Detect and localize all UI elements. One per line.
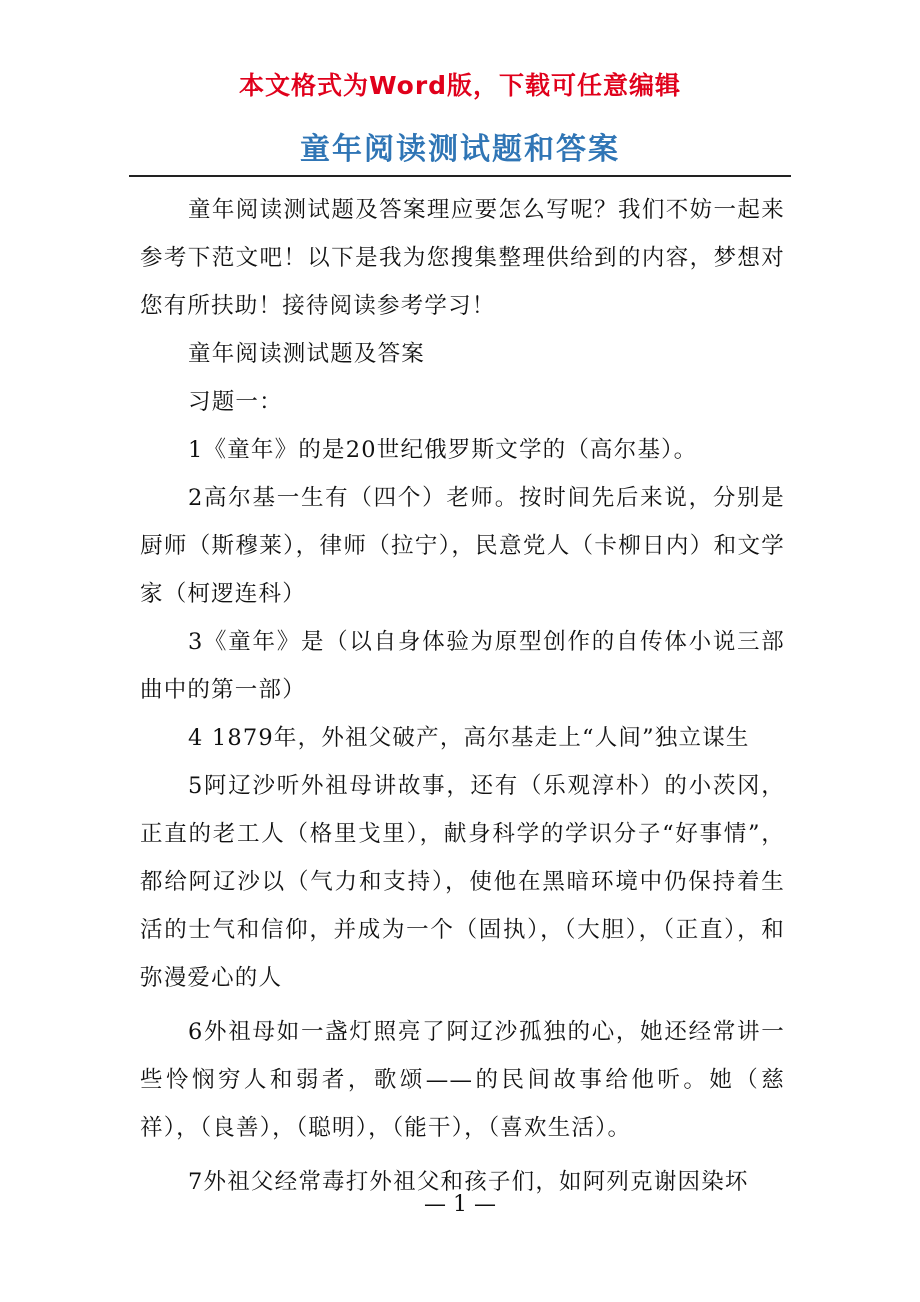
paragraph: 习题一： — [188, 389, 283, 415]
paragraph: 童年阅读测试题及答案 — [188, 341, 426, 367]
title-divider — [129, 175, 791, 177]
paragraph: 3《童年》是（以自身体验为原型创作的自传体小说三部曲中的第一部） — [140, 629, 785, 703]
page-number: — 1 — — [424, 1192, 496, 1217]
paragraph: 4 1879年，外祖父破产，高尔基走上“人间”独立谋生 — [188, 725, 750, 751]
page-title: 童年阅读测试题和答案 — [300, 132, 620, 167]
paragraph: 2高尔基一生有（四个）老师。按时间先后来说，分别是厨师（斯穆莱），律师（拉宁），民意党人（卡柳日内）和文学家（柯逻连科） — [140, 485, 785, 607]
paragraph: 1《童年》的是20世纪俄罗斯文学的（高尔基）。 — [188, 437, 698, 463]
paragraph: 7外祖父经常毒打外祖父和孩子们，如阿列克谢因染坏 — [188, 1169, 749, 1195]
paragraph: 5阿辽沙听外祖母讲故事，还有（乐观淳朴）的小茨冈，正直的老工人（格里戈里），献身科学的学识分子“好事情”，都给阿辽沙以（气力和支持），使他在黑暗环境中仍保持着生活的士气和信仰，并成为一个（固执），（大胆），（正直），和弥漫爱心的人 — [140, 773, 785, 991]
paragraph: 6外祖母如一盏灯照亮了阿辽沙孤独的心，她还经常讲一些怜悯穷人和弱者，歌颂——的民间故事给他听。她（慈祥），（良善），（聪明），（能干），（喜欢生活）。 — [140, 1019, 785, 1141]
format-banner: 本文格式为Word版，下载可任意编辑 — [238, 71, 682, 100]
document-body — [140, 186, 785, 1206]
paragraph: 童年阅读测试题及答案理应要怎么写呢？我们不妨一起来参考下范文吧！以下是我为您搜集整理供给到的内容，梦想对您有所扶助！接待阅读参考学习！ — [140, 197, 785, 319]
